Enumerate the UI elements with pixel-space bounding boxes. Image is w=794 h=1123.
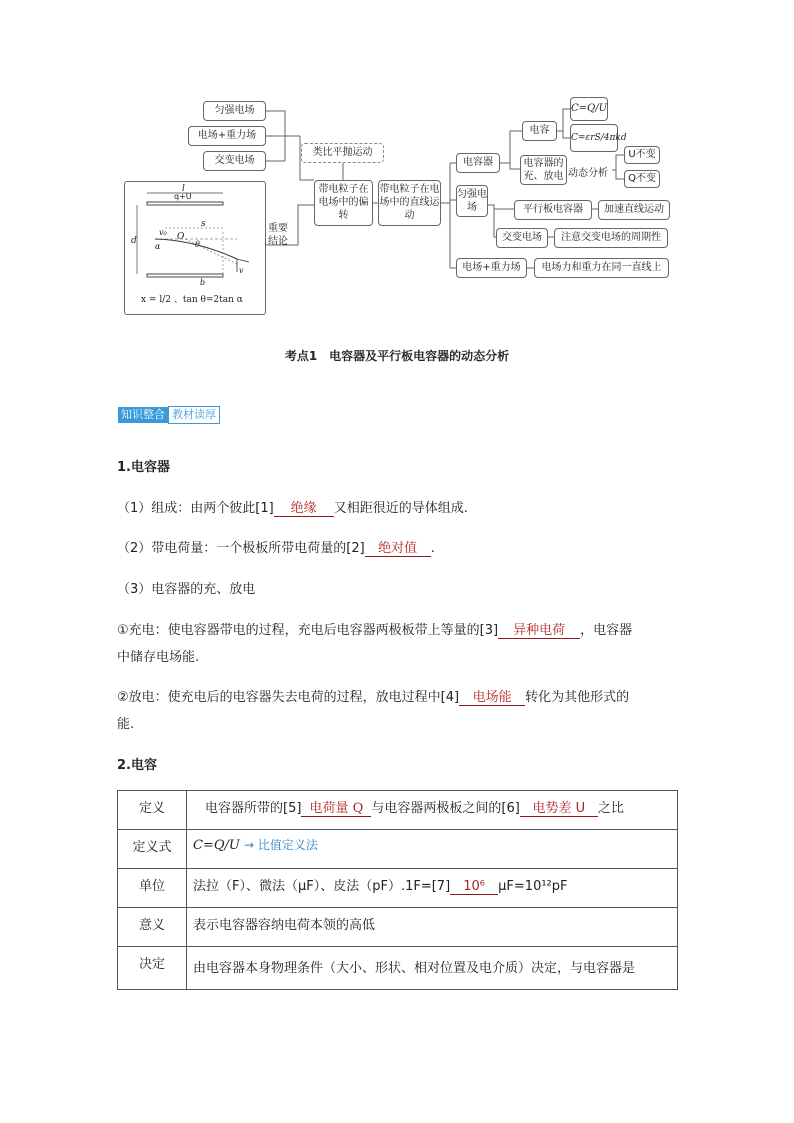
item-text: （2）带电荷量：一个极板所带电荷量的[2]	[117, 541, 365, 556]
map-uniform-field-left: 匀强电场	[203, 101, 266, 121]
map-u-constant: U不变	[624, 146, 660, 164]
map-straight-motion: 带电粒子在电场中的直线运动	[378, 180, 441, 226]
diagram-d: d	[131, 236, 137, 246]
diagram-b: b	[200, 278, 206, 287]
cell-text: μF=10¹²pF	[498, 879, 568, 894]
item-text: .	[430, 541, 435, 556]
map-formula-2: C=εrS/4πkd	[570, 124, 618, 152]
item-text: （1）组成：由两个彼此[1]	[117, 501, 274, 516]
map-parallel-capacitor: 平行板电容器	[514, 200, 592, 220]
tag-knowledge: 知识整合	[118, 407, 168, 423]
cell-text: 与电容器两极板之间的[6]	[371, 801, 520, 816]
answer-5: 电荷量 Q	[301, 797, 371, 817]
diagram-alpha: α	[155, 242, 161, 251]
table-row	[118, 908, 678, 947]
formula-c: C=Q/U	[193, 838, 240, 853]
diagram-l: l	[182, 184, 185, 194]
answer-4: 电场能	[459, 686, 525, 706]
answer-7: 10⁶	[450, 879, 498, 895]
map-alternating-field-left: 交变电场	[203, 151, 266, 171]
row-value	[187, 869, 678, 908]
map-capacitor: 电容器	[456, 153, 500, 173]
row-key: 意义	[118, 908, 187, 947]
map-field-gravity: 电场+重力场	[456, 258, 527, 278]
knowledge-tag	[118, 406, 220, 422]
diagram-o: O	[177, 232, 185, 242]
table-row	[118, 830, 678, 869]
item-discharging	[117, 686, 629, 706]
row-key: 定义式	[118, 830, 187, 869]
row-value: 由电容器本身物理条件（大小、形状、相对位置及电介质）决定，与电容器是	[187, 947, 678, 990]
section-title: 考点1 电容器及平行板电容器的动态分析	[284, 349, 510, 363]
map-charge-discharge: 电容器的充、放电	[520, 155, 567, 185]
map-accelerate: 加速直线运动	[598, 200, 670, 220]
tag-textbook: 教材读厚	[168, 406, 220, 424]
map-dynamic-analysis: 动态分析	[568, 168, 608, 179]
row-key: 单位	[118, 869, 187, 908]
capacitance-table	[117, 790, 678, 990]
row-key: 定义	[118, 791, 187, 830]
item-charging	[117, 619, 632, 639]
diagram-theta: θ	[195, 240, 200, 249]
row-value	[187, 830, 678, 869]
map-field-gravity-note: 电场力和重力在同一直线上	[534, 258, 669, 278]
answer-2: 绝对值	[365, 537, 431, 557]
item-text: ，电容器	[580, 623, 633, 638]
deflection-diagram	[124, 181, 266, 315]
cell-text: 法拉（F）、微法（μF）、皮法（pF）.1F=[7]	[193, 879, 451, 894]
map-capacitance: 电容	[522, 121, 557, 141]
map-uniform-field: 匀强电场	[456, 185, 488, 217]
map-deflection: 带电粒子在电场中的偏转	[314, 180, 373, 226]
map-q-constant: Q不变	[624, 170, 660, 188]
item-composition	[117, 497, 468, 517]
map-analogy: 类比平抛运动	[301, 143, 384, 163]
map-important-conclusion: 重要结论	[268, 223, 288, 247]
heading-capacitor: 1.电容器	[117, 460, 170, 475]
item-text: ①充电：使电容器带电的过程，充电后电容器两极板带上等量的[3]	[117, 623, 499, 638]
map-formula-1: C=Q/U	[570, 97, 608, 121]
diagram-qu: q+U	[174, 192, 192, 201]
item-text: 又相距很近的导体组成.	[333, 501, 468, 516]
item-text: ②放电：使充电后的电容器失去电荷的过程，放电过程中[4]	[117, 690, 460, 705]
item-charging-line2: 中储存电场能.	[117, 650, 200, 665]
heading-capacitance: 2.电容	[117, 758, 157, 773]
diagram-v: v	[239, 266, 244, 275]
answer-1: 绝缘	[274, 497, 334, 517]
diagram-s: s	[201, 219, 206, 229]
answer-6: 电势差 U	[520, 797, 598, 817]
row-value: 表示电容器容纳电荷本领的高低	[187, 908, 678, 947]
map-connectors	[0, 0, 794, 330]
map-alternating-field: 交变电场	[496, 228, 548, 248]
ratio-note: → 比值定义法	[243, 838, 318, 852]
map-field-gravity-left: 电场+重力场	[188, 126, 266, 146]
table-row	[118, 869, 678, 908]
row-value	[187, 791, 678, 830]
answer-3: 异种电荷	[498, 619, 580, 639]
row-key: 决定	[118, 947, 187, 990]
map-alternating-note: 注意交变电场的周期性	[554, 228, 668, 248]
table-row	[118, 947, 678, 990]
item-charge-discharge: （3）电容器的充、放电	[117, 582, 256, 597]
cell-text: 电容器所带的[5]	[205, 801, 302, 816]
table-row	[118, 791, 678, 830]
diagram-formula: x = l/2 、tan θ=2tan α	[141, 295, 243, 305]
item-discharging-line2: 能.	[117, 717, 135, 732]
item-text: 转化为其他形式的	[525, 690, 630, 705]
cell-text: 之比	[597, 801, 624, 816]
diagram-v0: v₀	[159, 228, 167, 237]
item-charge	[117, 537, 435, 557]
